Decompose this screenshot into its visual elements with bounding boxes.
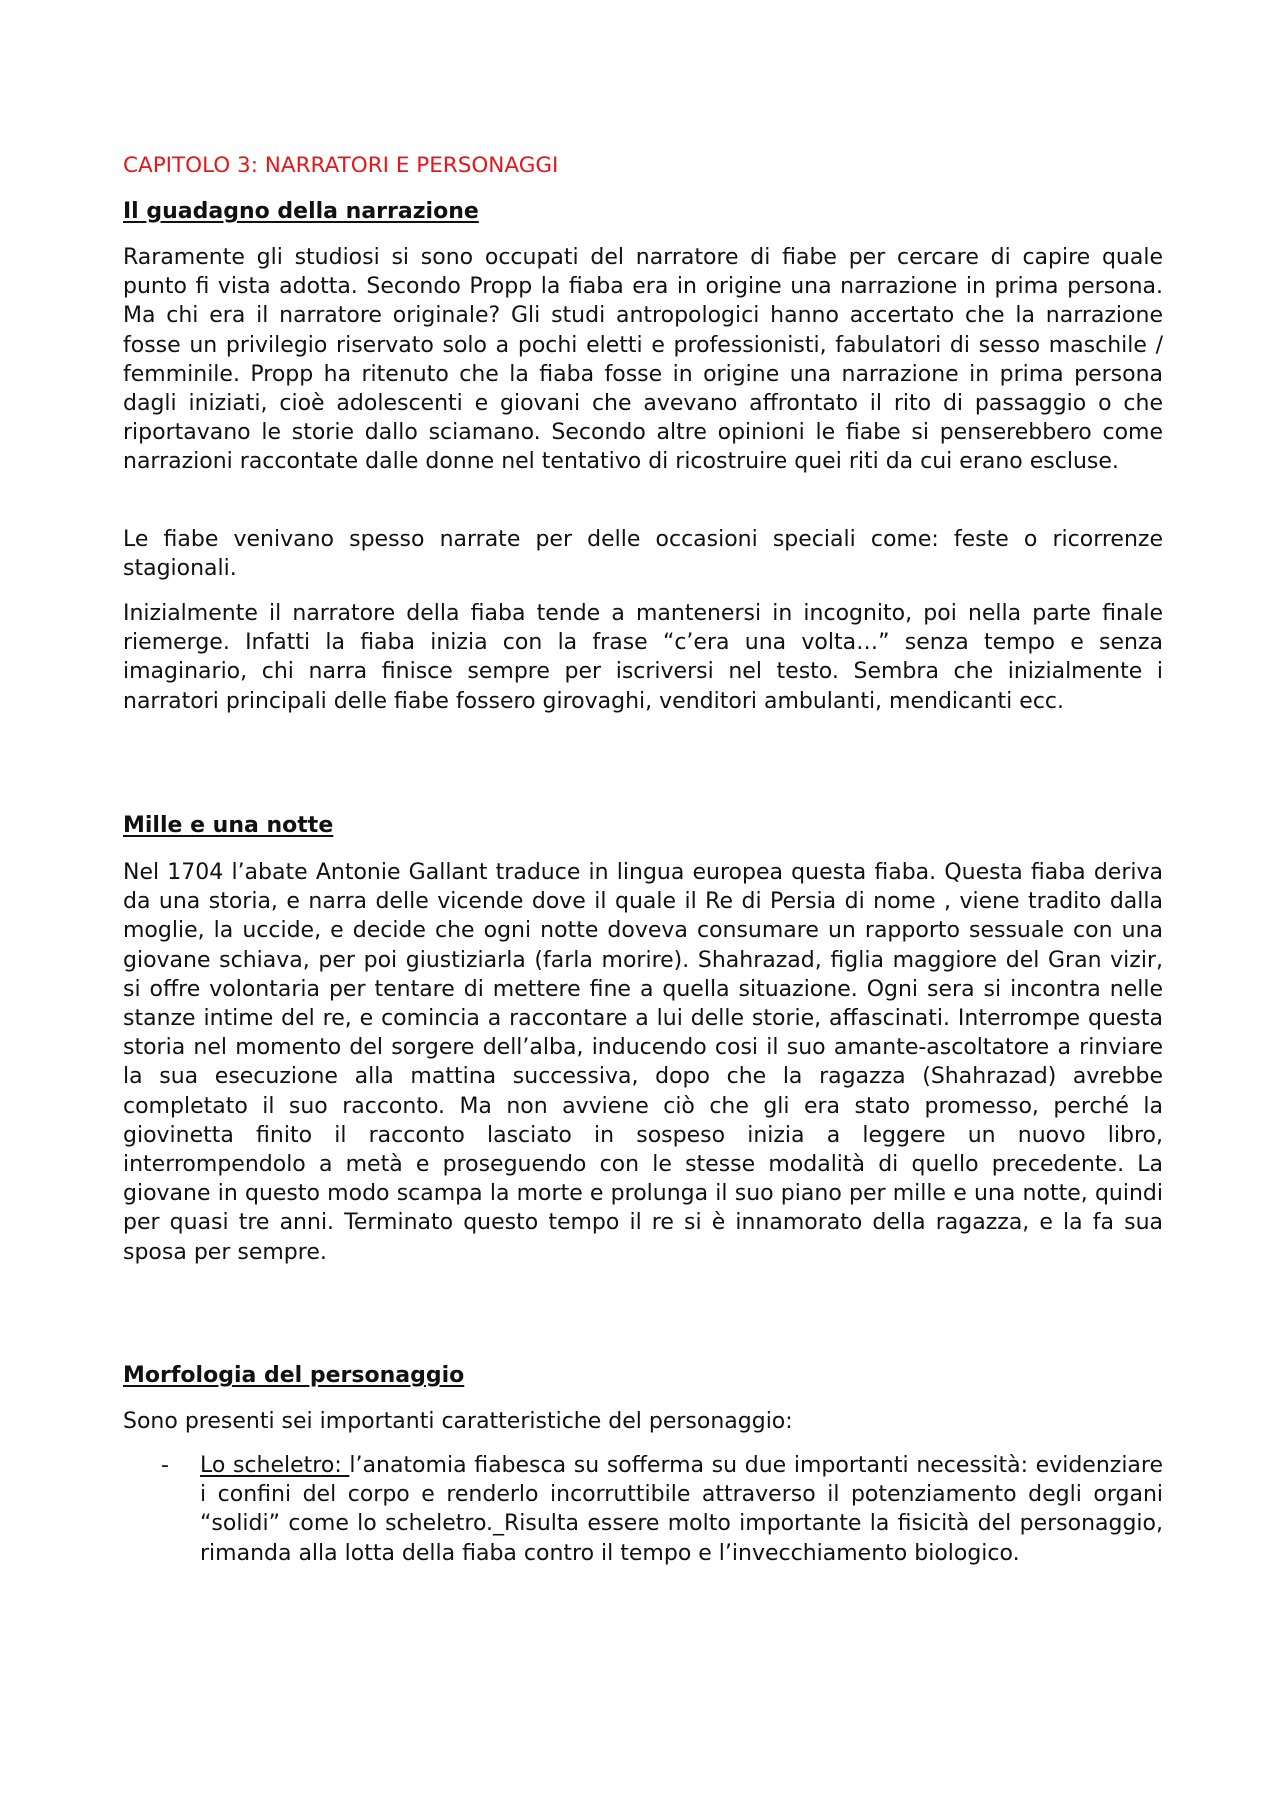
bullet-label: Lo scheletro: (200, 1453, 350, 1478)
bullet-body: l’anatomia fiabesca su sofferma su due importanti necessità: evidenziare i confini del corpo e renderlo incorruttibile attraverso il potenziamento degli organi “solidi” come lo scheletro._Risulta essere molto importante la fisicità del personaggio, rimanda alla lotta della fiaba contro il tempo e l’invecchiamento biologico. (200, 1453, 1164, 1566)
section-heading-mille-e-una-notte: Mille e una notte (123, 813, 334, 838)
section-heading-morfologia: Morfologia del personaggio (123, 1363, 465, 1388)
paragraph: Nel 1704 l’abate Antonie Gallant traduce in lingua europea questa fiaba. Questa fiaba deriva da una storia, e narra delle vicende dove il quale il Re di Persia di nome , viene tradito dalla moglie, la uccide, e decide che ogni notte doveva consumare un rapporto sessuale con una giovane schiava, per poi giustiziarla (farla morire). Shahrazad, figlia maggiore del Gran vizir, si offre volontaria per tentare di mettere fine a quella situazione. Ogni sera si incontra nelle stanze intime del re, e comincia a raccontare a lui delle storie, affascinati. Interrompe questa storia nel momento del sorgere dell’alba, inducendo cosi il suo amante-ascoltatore a rinviare la sua esecuzione alla mattina successiva, dopo che la ragazza (Shahrazad) avrebbe completato il suo racconto. Ma non avviene ciò che gli era stato promesso, perché la giovinetta finito il racconto lasciato in sospeso inizia a leggere un nuovo libro, interrompendolo a metà e proseguendo con le stesse modalità di quello precedente. La giovane in questo modo scampa la morte e prolunga il suo piano per mille e una notte, quindi per quasi tre anni. Terminato questo tempo il re si è innamorato della ragazza, e la fa sua sposa per sempre. (123, 860, 1163, 1265)
paragraph: Raramente gli studiosi si sono occupati del narratore di fiabe per cercare di capire quale punto fi vista adotta. Secondo Propp la fiaba era in origine una narrazione in prima persona. Ma chi era il narratore originale? Gli studi antropologici hanno accertato che la narrazione fosse un privilegio riservato solo a pochi eletti e professionisti, fabulatori di sesso maschile / femminile. Propp ha ritenuto che la fiaba fosse in origine una narrazione in prima persona dagli iniziati, cioè adolescenti e giovani che avevano affrontato il rito di passaggio o che riportavano le storie dallo sciamano. Secondo altre opinioni le fiabe si penserebbero come narrazioni raccontate dalle donne nel tentativo di ricostruire quei riti da cui erano escluse. (123, 245, 1163, 475)
chapter-title: CAPITOLO 3: NARRATORI E PERSONAGGI (123, 153, 559, 178)
paragraph: Le fiabe venivano spesso narrate per delle occasioni speciali come: feste o ricorrenze stagionali. (123, 527, 1163, 582)
paragraph: Inizialmente il narratore della fiaba tende a mantenersi in incognito, poi nella parte finale riemerge. Infatti la fiaba inizia con la frase “c’era una volta…” senza tempo e senza imaginario, chi narra finisce sempre per iscriversi nel testo. Sembra che inizialmente i narratori principali delle fiabe fossero girovaghi, venditori ambulanti, mendicanti ecc. (123, 601, 1163, 714)
paragraph: Sono presenti sei importanti caratteristiche del personaggio: (123, 1409, 793, 1434)
bullet-text (200, 1451, 1163, 1568)
bullet-dash: - (161, 1453, 169, 1478)
section-heading-guadagno: Il guadagno della narrazione (123, 199, 479, 224)
